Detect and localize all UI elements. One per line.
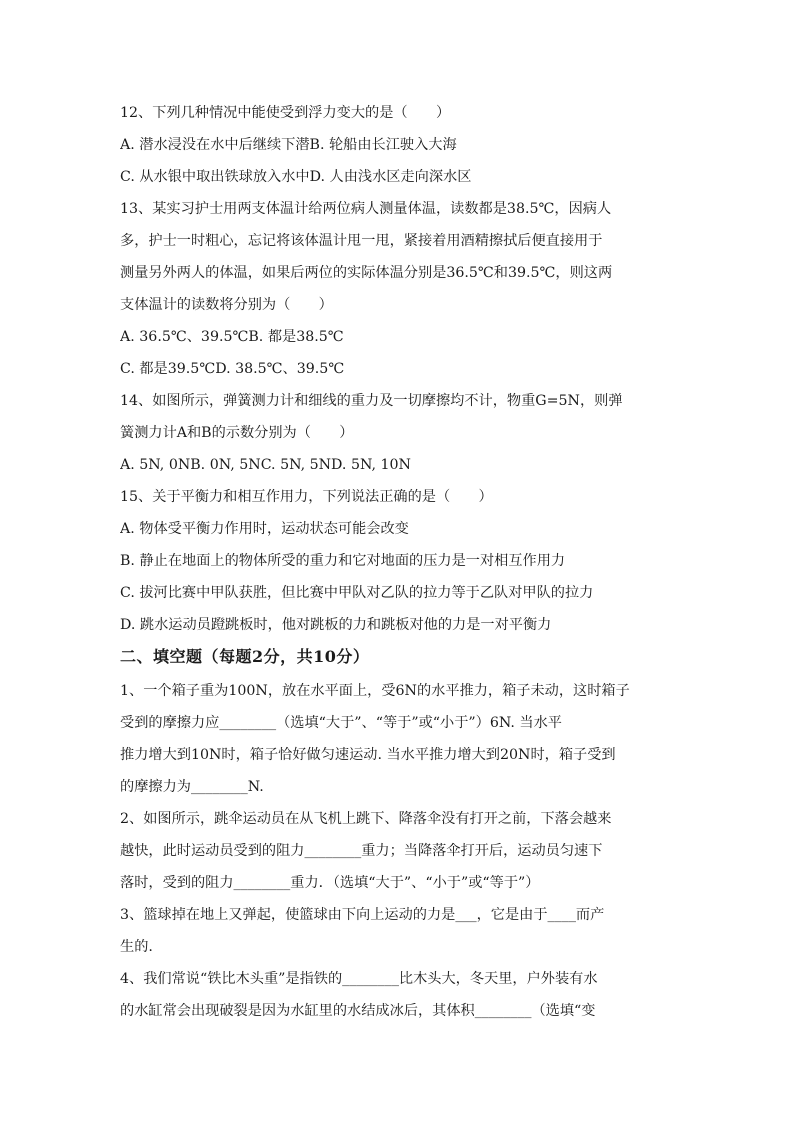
question-15-option-b: B. 静止在地面上的物体所受的重力和它对地面的压力是一对相互作用力 [120, 553, 566, 569]
fill-2-line-1: 2、如图所示，跳伞运动员在从飞机上跳下、降落伞没有打开之前，下落会越来 [120, 811, 612, 827]
question-14-options: A. 5N, 0NB. 0N, 5NC. 5N, 5ND. 5N, 10N [120, 457, 411, 473]
question-15-option-c: C. 拔河比赛中甲队获胜，但比赛中甲队对乙队的拉力等于乙队对甲队的拉力 [120, 585, 594, 601]
question-13-stem-line-3: 测量另外两人的体温，如果后两位的实际体温分别是36.5℃和39.5℃，则这两 [120, 265, 613, 281]
question-14-stem-line-2: 簧测力计A和B的示数分别为（ ） [120, 425, 354, 441]
fill-2-line-3: 落时，受到的阻力________重力．（选填“大于”、“小于”或“等于”） [120, 875, 540, 891]
question-14-stem-line-1: 14、如图所示，弹簧测力计和细线的重力及一切摩擦均不计，物重G=5N，则弹 [120, 393, 623, 409]
question-15-option-d: D. 跳水运动员蹬跳板时，他对跳板的力和跳板对他的力是一对平衡力 [120, 617, 552, 633]
question-15-stem: 15、关于平衡力和相互作用力，下列说法正确的是（ ） [120, 489, 493, 505]
fill-2-line-2: 越快，此时运动员受到的阻力________重力；当降落伞打开后，运动员匀速下 [120, 843, 603, 859]
fill-4-line-1: 4、我们常说“铁比木头重”是指铁的________比木头大，冬天里，户外装有水 [120, 971, 598, 987]
fill-1-line-3: 推力增大到10N时，箱子恰好做匀速运动. 当水平推力增大到20N时，箱子受到 [120, 747, 616, 763]
question-12-stem: 12、下列几种情况中能使受到浮力变大的是（ ） [120, 105, 451, 121]
question-12-options-ab: A. 潜水浸没在水中后继续下潜B. 轮船由长江驶入大海 [120, 137, 457, 153]
fill-3-line-1: 3、篮球掉在地上又弹起，使篮球由下向上运动的力是___，它是由于____而产 [120, 907, 605, 923]
question-12-options-cd: C. 从水银中取出铁球放入水中D. 人由浅水区走向深水区 [120, 169, 472, 185]
section-title-fill-in: 二、填空题（每题2分，共10分） [120, 647, 370, 666]
fill-4-line-2: 的水缸常会出现破裂是因为水缸里的水结成冰后，其体积________（选填“变 [120, 1003, 596, 1019]
question-13-options-ab: A. 36.5℃、39.5℃B. 都是38.5℃ [120, 329, 344, 345]
fill-3-line-2: 生的. [120, 939, 153, 955]
fill-1-line-4: 的摩擦力为________N. [120, 779, 264, 795]
question-15-option-a: A. 物体受平衡力作用时，运动状态可能会改变 [120, 521, 409, 537]
question-13-stem-line-4: 支体温计的读数将分别为（ ） [120, 297, 333, 313]
question-13-stem-line-1: 13、某实习护士用两支体温计给两位病人测量体温，读数都是38.5℃，因病人 [120, 201, 612, 217]
fill-1-line-2: 受到的摩擦力应________（选填“大于”、“等于”或“小于”）6N. 当水平 [120, 715, 562, 731]
question-13-options-cd: C. 都是39.5℃D. 38.5℃、39.5℃ [120, 361, 345, 377]
question-13-stem-line-2: 多，护士一时粗心，忘记将该体温计甩一甩，紧接着用酒精擦拭后便直接用于 [120, 233, 603, 249]
fill-1-line-1: 1、一个箱子重为100N，放在水平面上，受6N的水平推力，箱子未动，这时箱子 [120, 683, 630, 699]
